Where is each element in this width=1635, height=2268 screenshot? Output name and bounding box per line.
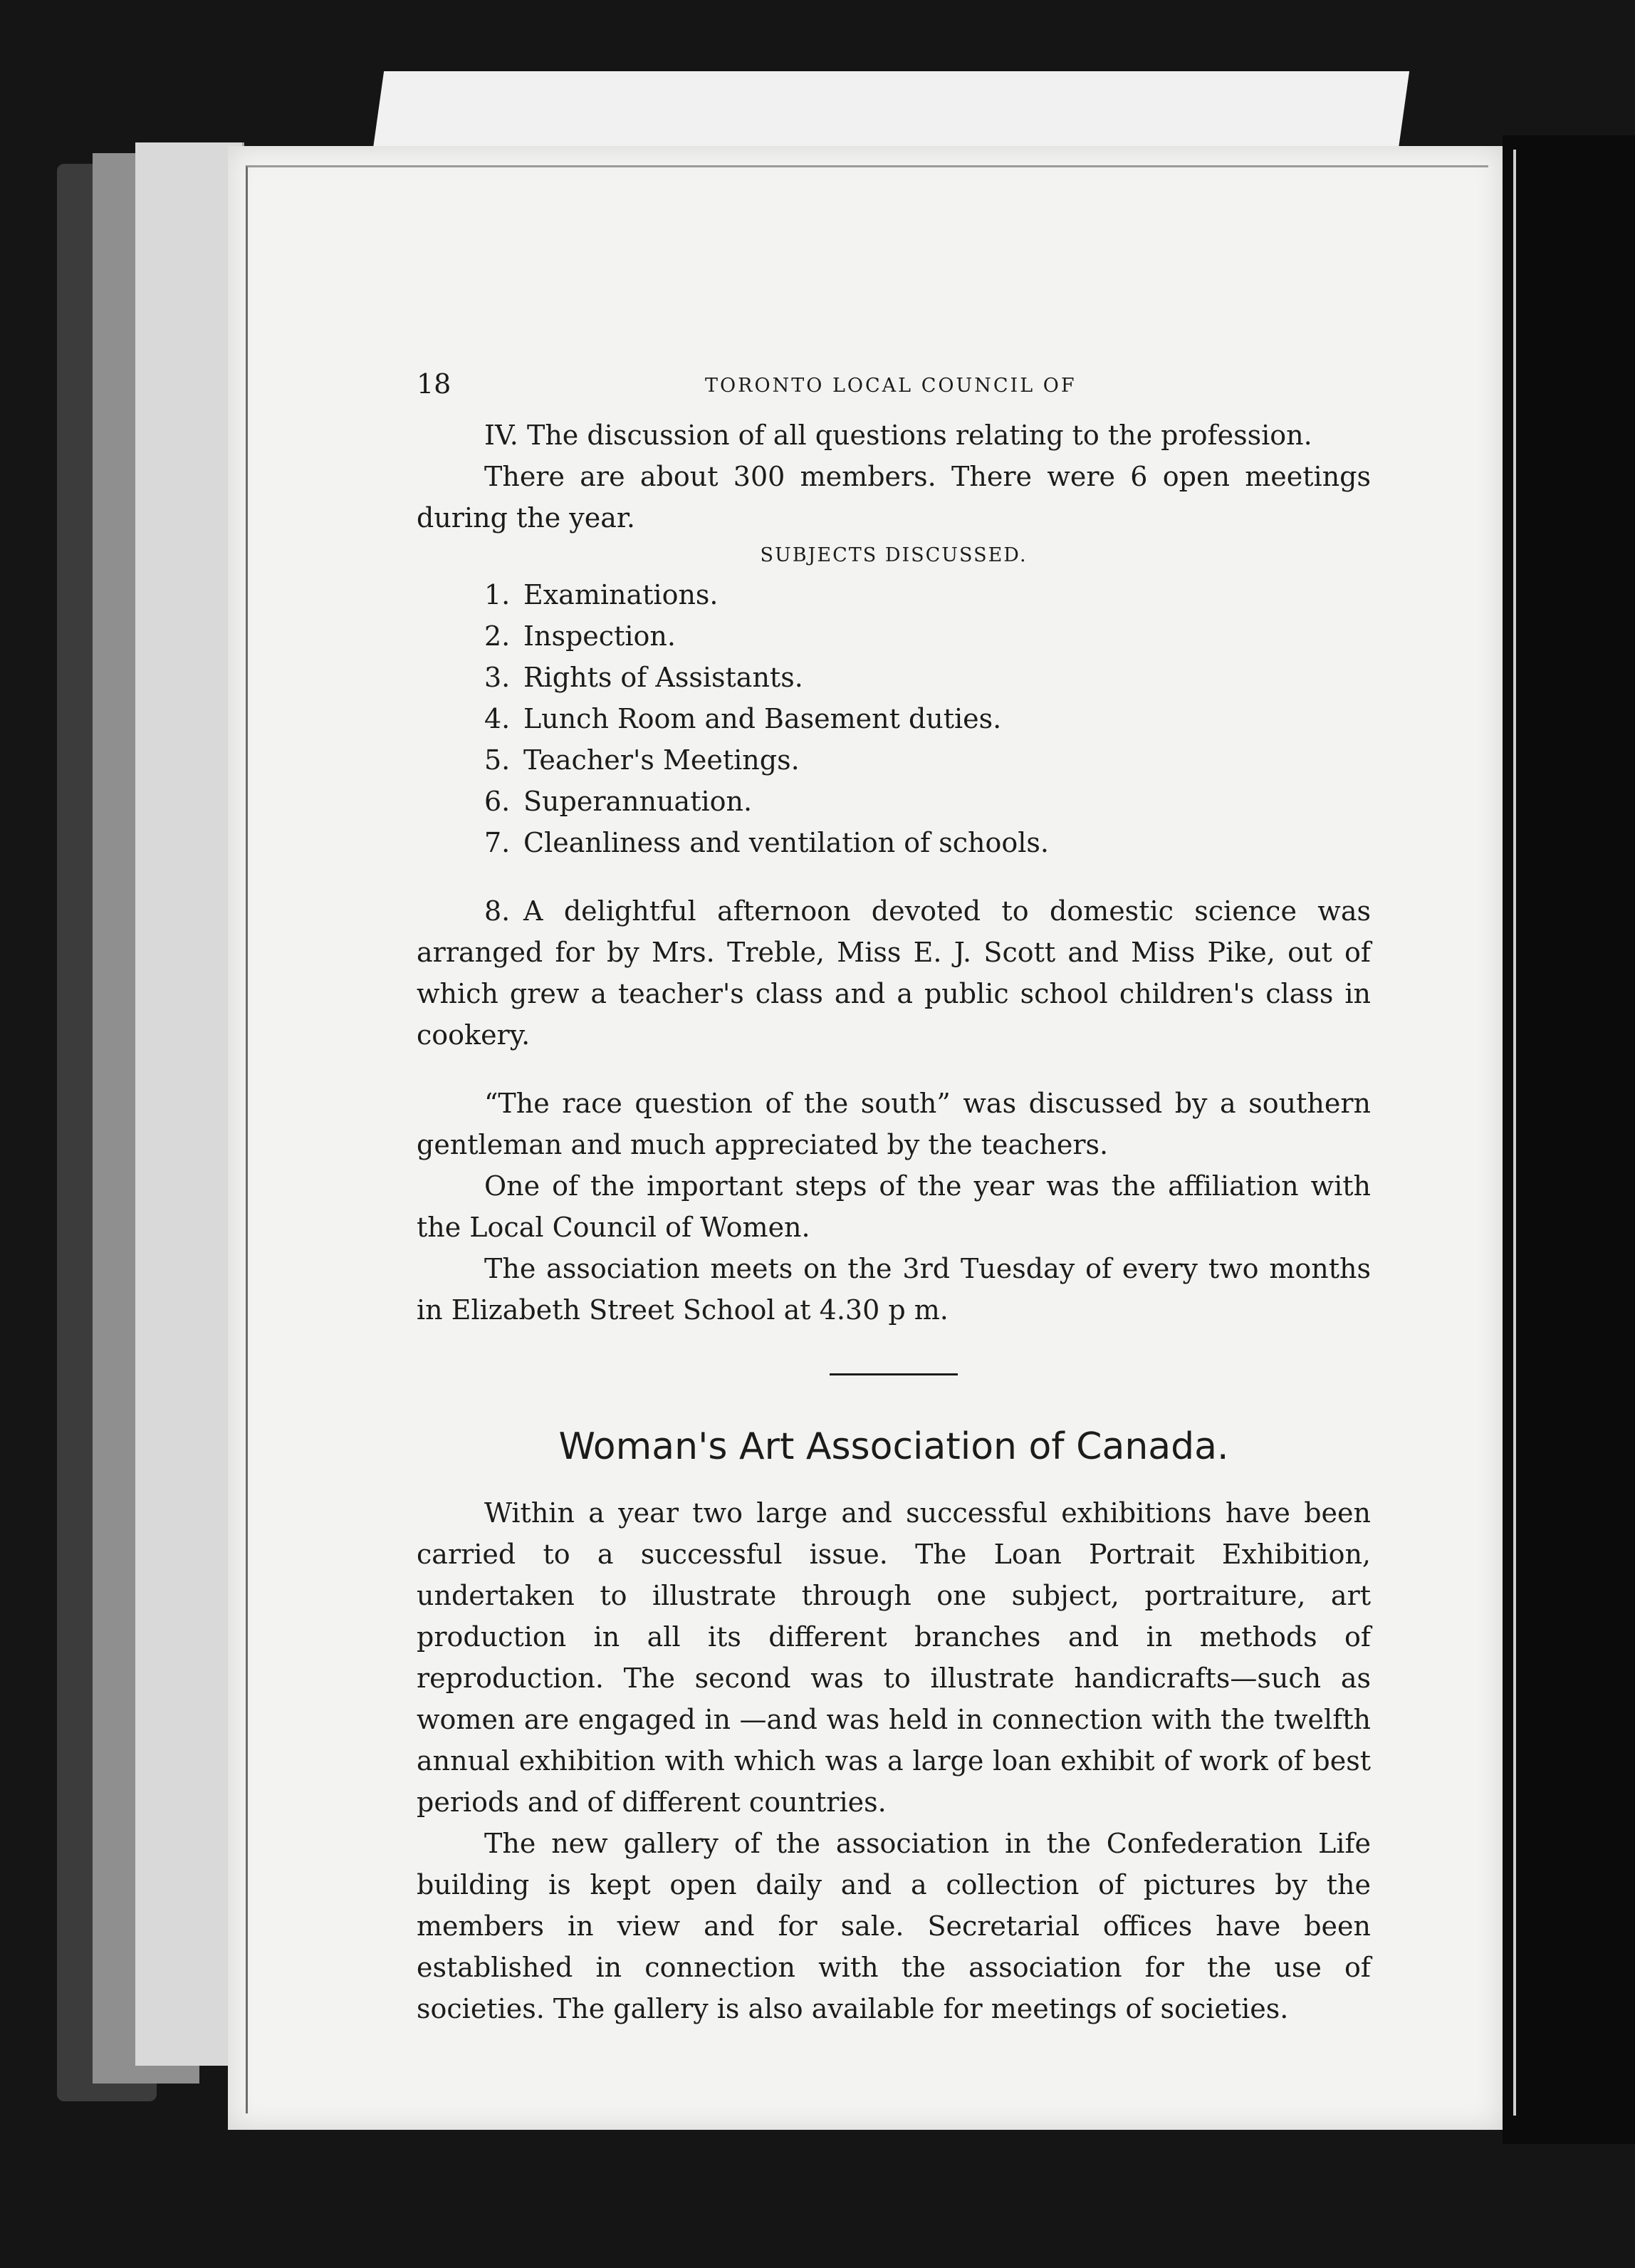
exhibitions-paragraph: Within a year two large and successful exhibitions have been carried to a successful issue. The Loan Portrait Exhibition, undertaken to illustrate through one subject, portraiture, art production in all its different branches and in methods of reproduction. The second was to illustrate handicrafts—such as women are engaged in —and was held in connection with the twelfth annual exhibition with which was a large loan exhibit of work of best periods and of different countries.: [417, 1497, 1371, 1818]
page-header: [417, 363, 1371, 415]
page-number: 18: [417, 368, 451, 400]
members-paragraph: There are about 300 members. There were 6 open meetings during the year.: [417, 461, 1371, 534]
facing-page-line: [1513, 150, 1516, 2116]
intro-item: IV. The discussion of all questions relating to the profession.: [484, 420, 1312, 451]
list-item: [484, 698, 1371, 739]
list-item-number: 5.: [484, 744, 511, 776]
list-item: [484, 615, 1371, 657]
affiliation-paragraph: One of the important steps of the year was the affiliation with the Local Council of Women.: [417, 1170, 1371, 1243]
list-item-number: 6.: [484, 786, 511, 817]
list-item: [484, 657, 1371, 698]
list-item-number: 7.: [484, 827, 511, 858]
page-text: [417, 363, 1371, 2029]
meetings-paragraph: The association meets on the 3rd Tuesday of every two months in Elizabeth Street School at 4.30 p m.: [417, 1253, 1371, 1326]
subjects-list: [417, 574, 1371, 863]
list-item: [484, 781, 1371, 822]
section-divider: [830, 1373, 958, 1375]
list-item-number: 2.: [484, 620, 511, 652]
list-item: [484, 739, 1371, 781]
list-item-number: 1.: [484, 579, 511, 610]
gallery-paragraph: The new gallery of the association in the Confederation Life building is kept open daily and a collection of pictures by the members in view and for sale. Secretarial offices have been established in connection with the association for the use of societies. The gallery is also available for meetings of societies.: [417, 1828, 1371, 2024]
list-item-text: Examinations.: [523, 579, 719, 610]
list-item-text: Superannuation.: [523, 786, 753, 817]
list-item: [484, 822, 1371, 863]
list-item-number: 4.: [484, 703, 511, 734]
list-item-text: Rights of Assistants.: [523, 662, 803, 693]
list-item-number: 3.: [484, 662, 511, 693]
list-item-text: Lunch Room and Basement duties.: [523, 703, 1002, 734]
facing-page-edge: [1503, 135, 1635, 2144]
list-item-text: A delightful afternoon devoted to domestic science was arranged for by Mrs. Treble, Miss E. J. Scott and Miss Pike, out of which grew a teacher's class and a public school children's class in cookery.: [417, 895, 1371, 1051]
subjects-heading: SUBJECTS DISCUSSED.: [760, 544, 1028, 566]
list-item-text: Teacher's Meetings.: [523, 744, 800, 776]
list-item-text: Inspection.: [523, 620, 676, 652]
list-item-text: Cleanliness and ventilation of schools.: [523, 827, 1050, 858]
running-head: TORONTO LOCAL COUNCIL OF: [705, 375, 1077, 397]
section-title: Woman's Art Association of Canada.: [558, 1425, 1229, 1468]
list-item-number: 8.: [484, 895, 511, 927]
race-question-paragraph: “The race question of the south” was discussed by a southern gentleman and much appreciated by the teachers.: [417, 1088, 1371, 1160]
list-item: [484, 574, 1371, 615]
list-item-8: [417, 890, 1371, 1056]
